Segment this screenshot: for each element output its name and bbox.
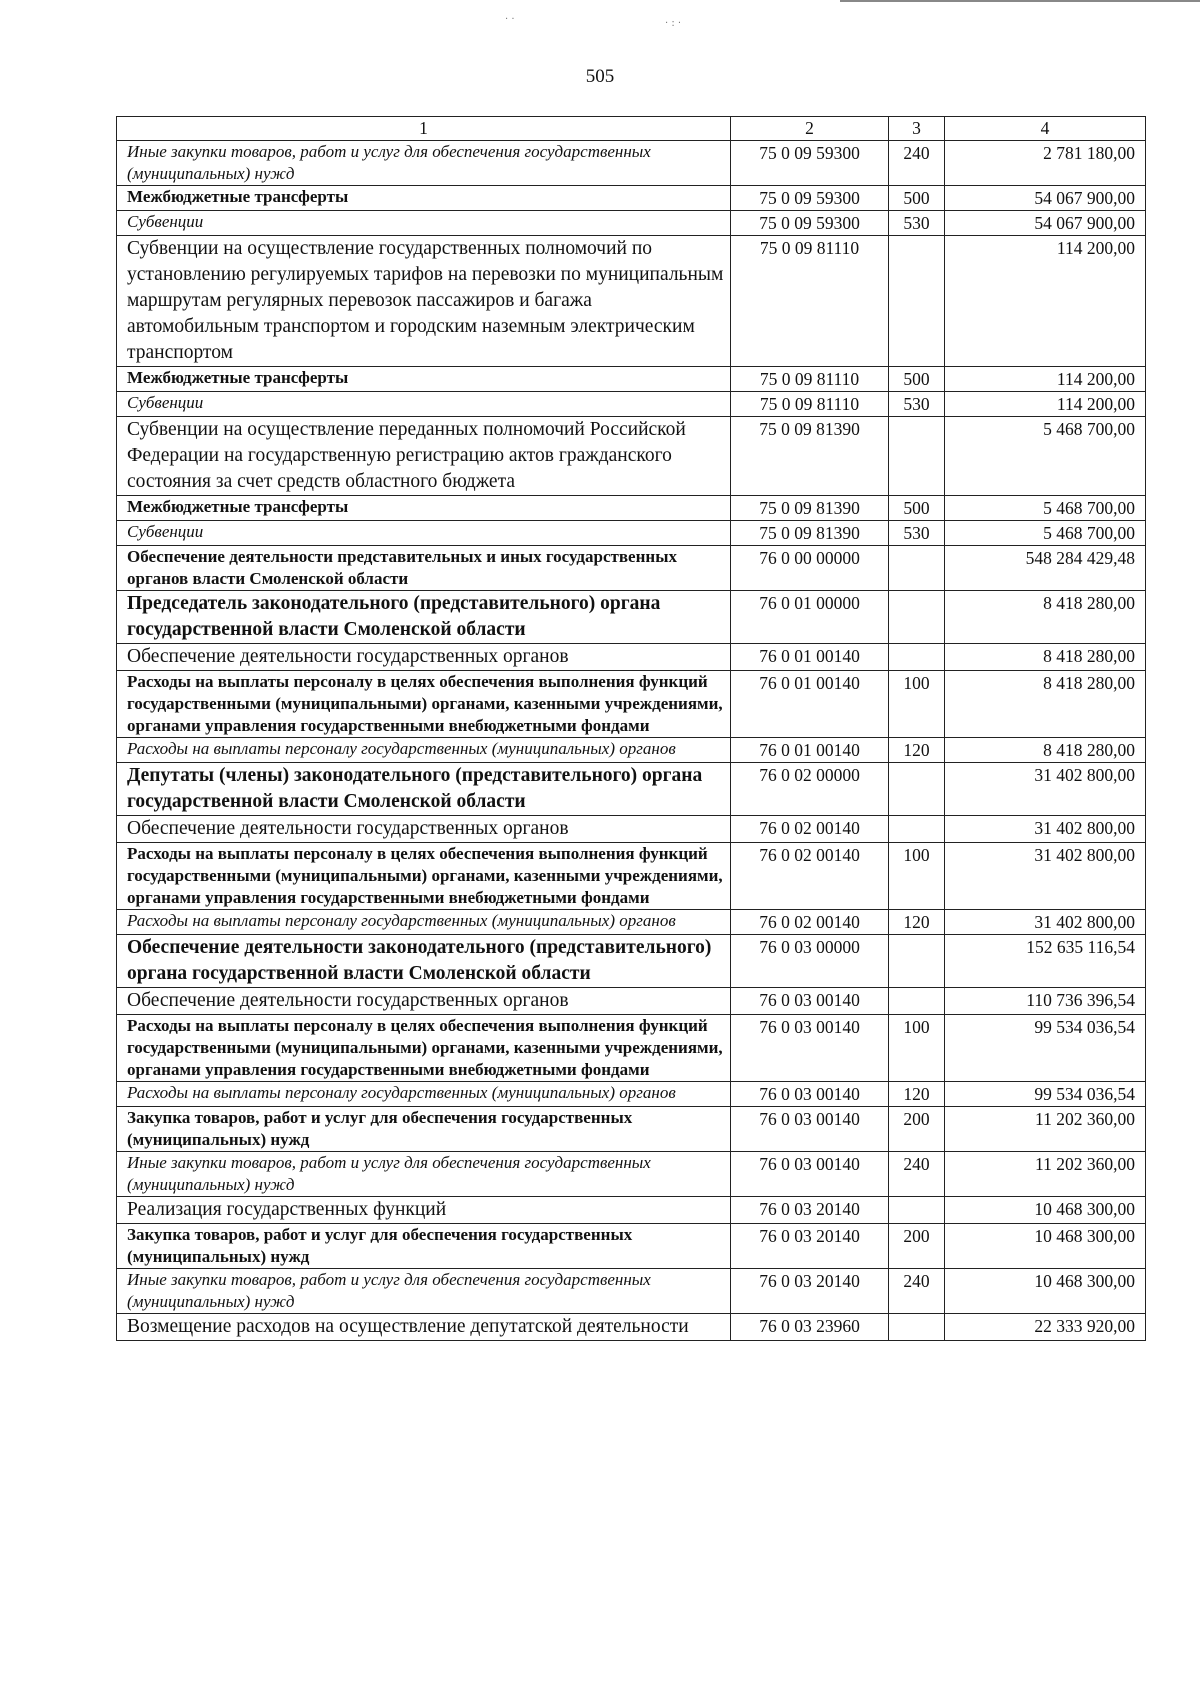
- row-code-cell: 75 0 09 81110: [731, 236, 889, 367]
- row-sum-cell: 10 468 300,00: [945, 1224, 1146, 1269]
- row-code-cell: 75 0 09 81110: [731, 367, 889, 392]
- column-header-3: 3: [889, 117, 945, 141]
- table-row: [117, 211, 1146, 236]
- row-sum-cell: 5 468 700,00: [945, 521, 1146, 546]
- row-code-cell: 75 0 09 59300: [731, 186, 889, 211]
- row-name-cell: Расходы на выплаты персоналу государственных (муниципальных) органов: [117, 1082, 731, 1107]
- row-kvr-cell: [889, 236, 945, 367]
- row-kvr-cell: [889, 1197, 945, 1224]
- row-code-cell: 76 0 00 00000: [731, 546, 889, 591]
- row-kvr-cell: 530: [889, 521, 945, 546]
- table-row: [117, 910, 1146, 935]
- budget-table: [116, 116, 1146, 1341]
- table-row: [117, 1082, 1146, 1107]
- row-name-cell: Межбюджетные трансферты: [117, 186, 731, 211]
- table-row: [117, 816, 1146, 843]
- table-row: [117, 591, 1146, 644]
- row-sum-cell: 152 635 116,54: [945, 935, 1146, 988]
- row-kvr-cell: 240: [889, 1152, 945, 1197]
- row-name-cell: Обеспечение деятельности государственных органов: [117, 816, 731, 843]
- row-name-cell: Расходы на выплаты персоналу в целях обеспечения выполнения функций государственными (муниципальными) органами, казенными учреждениями, органами управления государственными внебюджетными фондами: [117, 671, 731, 738]
- table-row: [117, 521, 1146, 546]
- row-kvr-cell: [889, 935, 945, 988]
- row-code-cell: 76 0 03 00000: [731, 935, 889, 988]
- row-sum-cell: 110 736 396,54: [945, 988, 1146, 1015]
- row-sum-cell: 99 534 036,54: [945, 1082, 1146, 1107]
- row-name-cell: Межбюджетные трансферты: [117, 367, 731, 392]
- row-code-cell: 76 0 02 00000: [731, 763, 889, 816]
- row-sum-cell: 31 402 800,00: [945, 763, 1146, 816]
- row-kvr-cell: 200: [889, 1107, 945, 1152]
- row-name-cell: Закупка товаров, работ и услуг для обеспечения государственных (муниципальных) нужд: [117, 1107, 731, 1152]
- row-sum-cell: 5 468 700,00: [945, 496, 1146, 521]
- column-header-1: 1: [117, 117, 731, 141]
- row-code-cell: 75 0 09 59300: [731, 211, 889, 236]
- table-row: [117, 141, 1146, 186]
- row-kvr-cell: 120: [889, 738, 945, 763]
- row-code-cell: 75 0 09 81390: [731, 417, 889, 496]
- table-row: [117, 988, 1146, 1015]
- row-sum-cell: 114 200,00: [945, 236, 1146, 367]
- row-sum-cell: 548 284 429,48: [945, 546, 1146, 591]
- table-row: [117, 1269, 1146, 1314]
- table-row: [117, 417, 1146, 496]
- row-name-cell: Субвенции: [117, 521, 731, 546]
- row-name-cell: Субвенции: [117, 211, 731, 236]
- row-sum-cell: 114 200,00: [945, 392, 1146, 417]
- row-sum-cell: 31 402 800,00: [945, 816, 1146, 843]
- table-header-row: [117, 117, 1146, 141]
- row-code-cell: 76 0 02 00140: [731, 843, 889, 910]
- row-sum-cell: 8 418 280,00: [945, 591, 1146, 644]
- row-kvr-cell: 500: [889, 367, 945, 392]
- table-row: [117, 763, 1146, 816]
- table-body: [117, 141, 1146, 1341]
- table-row: [117, 186, 1146, 211]
- row-code-cell: 76 0 03 20140: [731, 1197, 889, 1224]
- row-kvr-cell: 100: [889, 1015, 945, 1082]
- row-code-cell: 76 0 03 00140: [731, 988, 889, 1015]
- row-name-cell: Расходы на выплаты персоналу государственных (муниципальных) органов: [117, 738, 731, 763]
- table-row: [117, 1107, 1146, 1152]
- table-row: [117, 1197, 1146, 1224]
- table-row: [117, 738, 1146, 763]
- scan-speck: · : ·: [665, 18, 682, 29]
- row-kvr-cell: 100: [889, 843, 945, 910]
- row-name-cell: Расходы на выплаты персоналу в целях обеспечения выполнения функций государственными (муниципальными) органами, казенными учреждениями, органами управления государственными внебюджетными фондами: [117, 843, 731, 910]
- row-sum-cell: 11 202 360,00: [945, 1107, 1146, 1152]
- row-code-cell: 76 0 01 00140: [731, 671, 889, 738]
- row-kvr-cell: [889, 417, 945, 496]
- table-row: [117, 392, 1146, 417]
- row-code-cell: 75 0 09 81110: [731, 392, 889, 417]
- row-kvr-cell: 530: [889, 392, 945, 417]
- table-row: [117, 644, 1146, 671]
- row-name-cell: Субвенции на осуществление государственных полномочий по установлению регулируемых тарифов на перевозки по муниципальным маршрутам регулярных перевозок пассажиров и багажа автомобильным транспортом и городским наземным электрическим транспортом: [117, 236, 731, 367]
- row-code-cell: 76 0 03 00140: [731, 1152, 889, 1197]
- row-kvr-cell: [889, 1314, 945, 1341]
- row-name-cell: Обеспечение деятельности государственных органов: [117, 644, 731, 671]
- row-name-cell: Возмещение расходов на осуществление депутатской деятельности: [117, 1314, 731, 1341]
- scan-edge-line: [840, 0, 1200, 2]
- table-row: [117, 236, 1146, 367]
- row-code-cell: 76 0 03 00140: [731, 1015, 889, 1082]
- row-sum-cell: 114 200,00: [945, 367, 1146, 392]
- row-sum-cell: 31 402 800,00: [945, 910, 1146, 935]
- row-code-cell: 76 0 01 00140: [731, 738, 889, 763]
- row-name-cell: Председатель законодательного (представительного) органа государственной власти Смоленской области: [117, 591, 731, 644]
- row-sum-cell: 8 418 280,00: [945, 738, 1146, 763]
- row-kvr-cell: 200: [889, 1224, 945, 1269]
- row-kvr-cell: 500: [889, 186, 945, 211]
- row-kvr-cell: [889, 988, 945, 1015]
- row-code-cell: 76 0 03 20140: [731, 1269, 889, 1314]
- row-name-cell: Расходы на выплаты персоналу государственных (муниципальных) органов: [117, 910, 731, 935]
- row-name-cell: Субвенции на осуществление переданных полномочий Российской Федерации на государственную регистрацию актов гражданского состояния за счет средств областного бюджета: [117, 417, 731, 496]
- row-kvr-cell: 120: [889, 1082, 945, 1107]
- row-name-cell: Иные закупки товаров, работ и услуг для обеспечения государственных (муниципальных) нужд: [117, 1269, 731, 1314]
- table-row: [117, 1314, 1146, 1341]
- row-name-cell: Обеспечение деятельности законодательного (представительного) органа государственной власти Смоленской области: [117, 935, 731, 988]
- row-name-cell: Расходы на выплаты персоналу в целях обеспечения выполнения функций государственными (муниципальными) органами, казенными учреждениями, органами управления государственными внебюджетными фондами: [117, 1015, 731, 1082]
- row-sum-cell: 10 468 300,00: [945, 1269, 1146, 1314]
- row-name-cell: Обеспечение деятельности государственных органов: [117, 988, 731, 1015]
- row-code-cell: 76 0 03 20140: [731, 1224, 889, 1269]
- row-sum-cell: 11 202 360,00: [945, 1152, 1146, 1197]
- row-name-cell: Иные закупки товаров, работ и услуг для обеспечения государственных (муниципальных) нужд: [117, 141, 731, 186]
- row-kvr-cell: [889, 644, 945, 671]
- row-sum-cell: 10 468 300,00: [945, 1197, 1146, 1224]
- row-sum-cell: 54 067 900,00: [945, 186, 1146, 211]
- row-code-cell: 76 0 03 00140: [731, 1107, 889, 1152]
- column-header-4: 4: [945, 117, 1146, 141]
- row-kvr-cell: 100: [889, 671, 945, 738]
- row-code-cell: 76 0 03 00140: [731, 1082, 889, 1107]
- row-code-cell: 76 0 02 00140: [731, 816, 889, 843]
- table-row: [117, 367, 1146, 392]
- table-row: [117, 496, 1146, 521]
- row-kvr-cell: [889, 816, 945, 843]
- row-code-cell: 76 0 01 00000: [731, 591, 889, 644]
- row-kvr-cell: [889, 763, 945, 816]
- row-kvr-cell: 240: [889, 1269, 945, 1314]
- table-row: [117, 843, 1146, 910]
- table-row: [117, 546, 1146, 591]
- row-sum-cell: 8 418 280,00: [945, 671, 1146, 738]
- row-sum-cell: 22 333 920,00: [945, 1314, 1146, 1341]
- row-sum-cell: 5 468 700,00: [945, 417, 1146, 496]
- row-sum-cell: 2 781 180,00: [945, 141, 1146, 186]
- row-sum-cell: 54 067 900,00: [945, 211, 1146, 236]
- table-row: [117, 671, 1146, 738]
- row-name-cell: Реализация государственных функций: [117, 1197, 731, 1224]
- table-row: [117, 935, 1146, 988]
- row-sum-cell: 31 402 800,00: [945, 843, 1146, 910]
- table-row: [117, 1224, 1146, 1269]
- row-code-cell: 76 0 01 00140: [731, 644, 889, 671]
- row-kvr-cell: [889, 591, 945, 644]
- row-code-cell: 75 0 09 59300: [731, 141, 889, 186]
- row-name-cell: Депутаты (члены) законодательного (представительного) органа государственной власти Смоленской области: [117, 763, 731, 816]
- table-row: [117, 1015, 1146, 1082]
- row-name-cell: Иные закупки товаров, работ и услуг для обеспечения государственных (муниципальных) нужд: [117, 1152, 731, 1197]
- table-row: [117, 1152, 1146, 1197]
- row-kvr-cell: 530: [889, 211, 945, 236]
- row-sum-cell: 99 534 036,54: [945, 1015, 1146, 1082]
- row-kvr-cell: 120: [889, 910, 945, 935]
- page-number: 505: [585, 66, 615, 87]
- row-kvr-cell: [889, 546, 945, 591]
- row-code-cell: 76 0 03 23960: [731, 1314, 889, 1341]
- row-kvr-cell: 240: [889, 141, 945, 186]
- row-name-cell: Межбюджетные трансферты: [117, 496, 731, 521]
- row-code-cell: 75 0 09 81390: [731, 521, 889, 546]
- row-name-cell: Обеспечение деятельности представительных и иных государственных органов власти Смоленской области: [117, 546, 731, 591]
- column-header-2: 2: [731, 117, 889, 141]
- scan-speck: · ·: [505, 14, 515, 25]
- row-code-cell: 75 0 09 81390: [731, 496, 889, 521]
- row-name-cell: Закупка товаров, работ и услуг для обеспечения государственных (муниципальных) нужд: [117, 1224, 731, 1269]
- row-name-cell: Субвенции: [117, 392, 731, 417]
- row-sum-cell: 8 418 280,00: [945, 644, 1146, 671]
- row-code-cell: 76 0 02 00140: [731, 910, 889, 935]
- row-kvr-cell: 500: [889, 496, 945, 521]
